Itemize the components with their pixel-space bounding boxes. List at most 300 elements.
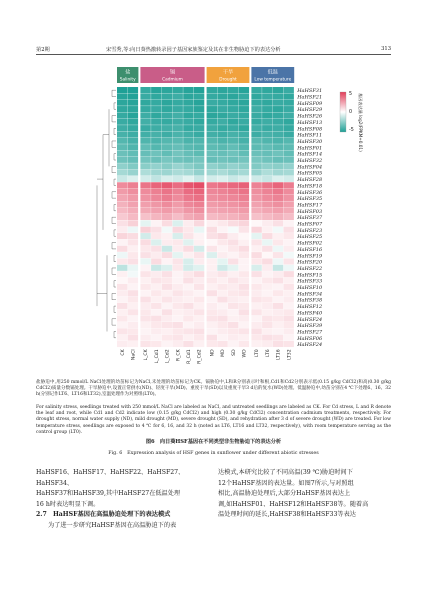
heatmap-cell	[140, 322, 150, 328]
heatmap-cell	[207, 157, 217, 163]
heatmap-cell	[207, 144, 217, 150]
heatmap-cell	[262, 233, 272, 239]
heatmap-cell	[207, 214, 217, 220]
heatmap-cell	[284, 335, 294, 341]
heatmap-cell	[183, 189, 193, 195]
heatmap-cell	[162, 246, 172, 252]
figure-title-english: Fig. 6 Expression analysis of HSF genes in sunflower under different abiotic stresses	[108, 451, 319, 456]
heatmap-cell	[228, 182, 238, 188]
heatmap-cell	[117, 335, 127, 341]
heatmap-cell	[273, 335, 283, 341]
heatmap-cell	[128, 297, 138, 303]
heatmap-cell	[262, 278, 272, 284]
heatmap-cell	[194, 220, 204, 226]
heatmap-cell	[151, 214, 161, 220]
heatmap-cell	[207, 233, 217, 239]
heatmap-cell	[162, 176, 172, 182]
heatmap-cell	[239, 182, 249, 188]
heatmap-cell	[251, 233, 261, 239]
heatmap-cell	[239, 239, 249, 245]
heatmap-cell	[239, 278, 249, 284]
heatmap-cell	[128, 252, 138, 258]
section-heading: 2.7 HaHSF基因在高温胁迫处理下的表达模式	[36, 511, 171, 518]
heatmap-cell	[173, 252, 183, 258]
heatmap-cell	[140, 258, 150, 264]
gene-label: HaHSF28	[297, 177, 323, 184]
heatmap-cell	[262, 316, 272, 322]
heatmap-cell	[251, 163, 261, 169]
heatmap-cell	[173, 303, 183, 309]
heatmap-cell	[284, 265, 294, 271]
heatmap-cell	[162, 106, 172, 112]
column-label: NaCl	[131, 349, 137, 361]
heatmap-cell	[273, 112, 283, 118]
heatmap-cell	[239, 252, 249, 258]
heatmap-cell	[284, 233, 294, 239]
heatmap-cell	[251, 341, 261, 347]
heatmap-cell	[151, 201, 161, 207]
heatmap-cell	[128, 182, 138, 188]
heatmap-cell	[207, 170, 217, 176]
heatmap-cell	[173, 189, 183, 195]
heatmap-cell	[140, 246, 150, 252]
heatmap-cell	[194, 265, 204, 271]
heatmap-cell	[151, 335, 161, 341]
heatmap-cell	[151, 278, 161, 284]
heatmap-cell	[128, 112, 138, 118]
heatmap-cell	[162, 322, 172, 328]
heatmap-cell	[128, 258, 138, 264]
heatmap-cell	[128, 220, 138, 226]
heatmap-cell	[251, 258, 261, 264]
heatmap-cell	[162, 258, 172, 264]
heatmap-cell	[128, 106, 138, 112]
heatmap-cell	[284, 258, 294, 264]
heatmap-cell	[273, 100, 283, 106]
heatmap-cell	[173, 309, 183, 315]
heatmap-cell	[284, 208, 294, 214]
body-line: 为了进一步研究HaHSF基因在高温胁迫下的表	[48, 521, 177, 529]
heatmap-cell	[194, 227, 204, 233]
heatmap-cell	[262, 214, 272, 220]
heatmap-cell	[194, 239, 204, 245]
heatmap-cell	[162, 100, 172, 106]
heatmap-cell	[251, 322, 261, 328]
heatmap-cell	[183, 265, 193, 271]
heatmap-cell	[262, 303, 272, 309]
heatmap-cell	[207, 303, 217, 309]
gene-label: HaHSF04	[297, 164, 323, 171]
heatmap-cell	[183, 278, 193, 284]
heatmap-cell	[128, 227, 138, 233]
heatmap-cell	[194, 106, 204, 112]
gene-label: HaHSF37	[297, 215, 323, 222]
heatmap-cell	[162, 252, 172, 258]
gene-label: HaHSF34	[297, 291, 323, 298]
heatmap-cell	[273, 125, 283, 131]
heatmap-cell	[183, 271, 193, 277]
heatmap-cell	[194, 309, 204, 315]
heatmap-cell	[239, 227, 249, 233]
heatmap-cell	[183, 252, 193, 258]
heatmap-cell	[217, 100, 227, 106]
column-label: L_Cd2	[165, 349, 171, 364]
heatmap-cell	[140, 119, 150, 125]
heatmap-cell	[117, 119, 127, 125]
heatmap-cell	[162, 239, 172, 245]
heatmap-cell	[207, 195, 217, 201]
heatmap-cell	[207, 316, 217, 322]
heatmap-cell	[239, 208, 249, 214]
body-line: HaHSF16、HaHSF17、HaHSF22、HaHSF27、HaHSF34、	[36, 469, 185, 487]
heatmap-cell	[173, 258, 183, 264]
gene-label: HaHSF32	[297, 158, 323, 164]
page-number: 313	[381, 46, 391, 52]
heatmap-cell	[284, 341, 294, 347]
heatmap-cell	[117, 328, 127, 334]
heatmap-cell	[117, 227, 127, 233]
gene-label: HaHSF03	[297, 208, 323, 215]
group-label: 镉	[169, 69, 176, 76]
heatmap-cell	[239, 138, 249, 144]
heatmap-cell	[262, 201, 272, 207]
heatmap-cell	[117, 144, 127, 150]
heatmap-cell	[207, 106, 217, 112]
heatmap-cell	[239, 303, 249, 309]
legend-tick: -5	[349, 128, 354, 133]
heatmap-cell	[173, 220, 183, 226]
heatmap-cell	[128, 239, 138, 245]
gene-label: HaHSF40	[297, 310, 323, 317]
heatmap-cell	[217, 278, 227, 284]
body-line: 16 h时表达明显下调。	[36, 500, 100, 508]
heatmap-cell	[194, 303, 204, 309]
heatmap-cell	[151, 170, 161, 176]
heatmap-cell	[151, 144, 161, 150]
heatmap-cell	[217, 220, 227, 226]
heatmap-cell	[162, 151, 172, 157]
heatmap-cell	[262, 138, 272, 144]
heatmap-cell	[217, 309, 227, 315]
heatmap-cell	[128, 189, 138, 195]
heatmap-cell	[273, 233, 283, 239]
heatmap-cell	[183, 246, 193, 252]
heatmap-cell	[273, 176, 283, 182]
heatmap-cell	[217, 297, 227, 303]
heatmap-cell	[128, 131, 138, 137]
heatmap-cell	[162, 138, 172, 144]
heatmap-cell	[128, 271, 138, 277]
heatmap-cell	[207, 227, 217, 233]
heatmap-cell	[239, 176, 249, 182]
heatmap-cell	[239, 271, 249, 277]
heatmap-cell	[128, 151, 138, 157]
heatmap-cell	[162, 220, 172, 226]
heatmap-cell	[273, 189, 283, 195]
body-line: 达模式,本研究比较了不同高温(39 ℃)胁迫时间下	[218, 469, 353, 476]
heatmap-cell	[217, 106, 227, 112]
gene-label: HaHSF21	[297, 94, 323, 101]
heatmap-cell	[117, 176, 127, 182]
heatmap-cell	[284, 227, 294, 233]
heatmap-cell	[239, 157, 249, 163]
heatmap-cell	[207, 138, 217, 144]
group-label: 盐	[125, 69, 131, 76]
heatmap-cell	[194, 233, 204, 239]
heatmap-cell	[262, 87, 272, 93]
heatmap-cell	[217, 284, 227, 290]
heatmap-cell	[151, 131, 161, 137]
heatmap-cell	[284, 125, 294, 131]
heatmap-cell	[262, 208, 272, 214]
heatmap-cell	[162, 87, 172, 93]
heatmap-cell	[273, 157, 283, 163]
heatmap-cell	[151, 119, 161, 125]
heatmap-cell	[207, 100, 217, 106]
heatmap-cell	[151, 208, 161, 214]
column-label: L_CK	[144, 349, 150, 361]
heatmap-cell	[151, 303, 161, 309]
heatmap-cell	[228, 93, 238, 99]
heatmap-cell	[117, 201, 127, 207]
heatmap-cell	[228, 233, 238, 239]
heatmap-cell	[284, 163, 294, 169]
heatmap-cell	[228, 284, 238, 290]
heatmap-cell	[207, 119, 217, 125]
heatmap-cell	[117, 303, 127, 309]
heatmap-cell	[151, 309, 161, 315]
heatmap-cell	[173, 328, 183, 334]
heatmap-cell	[217, 265, 227, 271]
heatmap-cell	[173, 151, 183, 157]
heatmap-cell	[151, 322, 161, 328]
heatmap-cell	[228, 258, 238, 264]
heatmap-cell	[162, 233, 172, 239]
heatmap-cell	[207, 278, 217, 284]
heatmap-cell	[162, 290, 172, 296]
heatmap-cell	[140, 328, 150, 334]
gene-label: HaHSF05	[297, 170, 323, 177]
heatmap-cell	[262, 93, 272, 99]
heatmap-cell	[194, 335, 204, 341]
heatmap-cell	[183, 316, 193, 322]
heatmap-cell	[207, 151, 217, 157]
heatmap-cell	[207, 284, 217, 290]
heatmap-cell	[117, 214, 127, 220]
heatmap-cell	[284, 271, 294, 277]
heatmap-cell	[228, 290, 238, 296]
heatmap-cell	[117, 151, 127, 157]
heatmap-cell	[251, 170, 261, 176]
heatmap-cell	[140, 284, 150, 290]
heatmap-cell	[151, 163, 161, 169]
heatmap-cell	[173, 87, 183, 93]
heatmap-cell	[262, 246, 272, 252]
gene-label: HaHSF11	[297, 132, 323, 139]
heatmap-cell	[228, 176, 238, 182]
gene-label: HaHSF27	[297, 329, 323, 336]
heatmap-cell	[239, 309, 249, 315]
heatmap-cell	[251, 220, 261, 226]
heatmap-cell	[162, 119, 172, 125]
heatmap-cell	[151, 265, 161, 271]
heatmap-cell	[284, 138, 294, 144]
heatmap-cell	[128, 322, 138, 328]
heatmap-cell	[117, 87, 127, 93]
heatmap-cell	[140, 151, 150, 157]
heatmap-cell	[173, 246, 183, 252]
legend-tick: 5	[349, 92, 353, 97]
heatmap-cell	[151, 176, 161, 182]
heatmap-cell	[128, 208, 138, 214]
heatmap-cell	[239, 100, 249, 106]
heatmap-cell	[228, 189, 238, 195]
heatmap-cell	[273, 119, 283, 125]
heatmap-cell	[251, 252, 261, 258]
heatmap-cell	[207, 112, 217, 118]
heatmap-cell	[251, 284, 261, 290]
heatmap-cell	[284, 201, 294, 207]
heatmap-cell	[194, 176, 204, 182]
heatmap-cell	[262, 239, 272, 245]
heatmap-cell	[183, 93, 193, 99]
heatmap-cell	[207, 265, 217, 271]
heatmap-cell	[151, 341, 161, 347]
heatmap-cell	[128, 303, 138, 309]
heatmap-cell	[217, 87, 227, 93]
heatmap-cell	[284, 112, 294, 118]
heatmap-cell	[251, 208, 261, 214]
heatmap-cell	[217, 138, 227, 144]
heatmap-cell	[162, 271, 172, 277]
heatmap-cell	[284, 220, 294, 226]
heatmap-cell	[117, 309, 127, 315]
heatmap-cell	[128, 328, 138, 334]
heatmap-cell	[207, 309, 217, 315]
heatmap-cell	[162, 341, 172, 347]
heatmap-cell	[262, 322, 272, 328]
heatmap-cell	[228, 239, 238, 245]
group-label: 低温	[267, 69, 278, 76]
heatmap-cell	[151, 233, 161, 239]
heatmap-cell	[262, 170, 272, 176]
heatmap-cell	[117, 189, 127, 195]
heatmap-cell	[284, 170, 294, 176]
heatmap-cell	[273, 87, 283, 93]
heatmap-cell	[207, 125, 217, 131]
heatmap-cell	[284, 100, 294, 106]
heatmap-cell	[228, 138, 238, 144]
heatmap-cell	[173, 335, 183, 341]
heatmap-cell	[262, 258, 272, 264]
heatmap-cell	[217, 341, 227, 347]
heatmap-cell	[273, 297, 283, 303]
heatmap-cell	[284, 239, 294, 245]
heatmap-cell	[173, 170, 183, 176]
heatmap-cell	[140, 341, 150, 347]
heatmap-cell	[273, 265, 283, 271]
heatmap-cell	[162, 297, 172, 303]
heatmap-cell	[262, 182, 272, 188]
heatmap-cell	[151, 93, 161, 99]
heatmap-cell	[183, 163, 193, 169]
heatmap-cell	[140, 233, 150, 239]
heatmap-cell	[284, 278, 294, 284]
heatmap-cell	[273, 290, 283, 296]
heatmap-cell	[140, 138, 150, 144]
heatmap-cell	[239, 144, 249, 150]
heatmap-cell	[173, 131, 183, 137]
heatmap-cell	[151, 239, 161, 245]
heatmap-cell	[183, 176, 193, 182]
heatmap-cell	[262, 284, 272, 290]
heatmap-cell	[207, 271, 217, 277]
heatmap-cell	[239, 163, 249, 169]
heatmap-cell	[194, 328, 204, 334]
heatmap-cell	[140, 214, 150, 220]
heatmap-cell	[140, 208, 150, 214]
heatmap-cell	[162, 208, 172, 214]
column-label: SD	[231, 349, 237, 356]
heatmap-cell	[117, 246, 127, 252]
heatmap-cell	[217, 163, 227, 169]
issue-label: 第2期	[36, 47, 50, 53]
group-label-en: Low temperature	[254, 77, 292, 83]
heatmap-cell	[173, 316, 183, 322]
heatmap-cell	[128, 119, 138, 125]
heatmap-cell	[162, 189, 172, 195]
heatmap-cell	[183, 87, 193, 93]
heatmap-cell	[251, 106, 261, 112]
heatmap-cell	[117, 297, 127, 303]
heatmap-cell	[117, 271, 127, 277]
heatmap-cell	[207, 176, 217, 182]
caption-chinese: 盐胁迫中,用250 mmol/L NaCl处理的幼苗标记为NaCl,未处理的幼苗标记为CK。镉胁迫中,L和R分别表示叶和根,Cd1和Cd2分别表示低(0.15 g/kg CdCl2)和高(0.30 g/kg CdCl2)质量分数镉处理。干旱胁迫中,设置正常供水(ND)、轻度干旱(MD)、重度干旱(SD)以及重度干旱3 d后的复水(WD)处理。低温胁迫中,幼苗分别在4 ℃下处理6、16、32 h(分别记作LT6、LT16和LT32),室温处理作为对照组(LT0)。	[36, 380, 391, 398]
heatmap-cell	[251, 239, 261, 245]
heatmap-cell	[194, 144, 204, 150]
heatmap-cell	[284, 297, 294, 303]
heatmap-cell	[262, 176, 272, 182]
heatmap-cell	[262, 106, 272, 112]
running-title: 宋雪秀,等:向日葵热激转录因子基因家族鉴定及其在非生物胁迫下的表达分析	[106, 47, 281, 53]
heatmap-cell	[151, 100, 161, 106]
heatmap-cell	[194, 316, 204, 322]
heatmap-cell	[194, 170, 204, 176]
heatmap-cell	[273, 239, 283, 245]
heatmap-cell	[140, 112, 150, 118]
heatmap-cell	[228, 157, 238, 163]
heatmap-cell	[173, 125, 183, 131]
heatmap-cell	[117, 106, 127, 112]
heatmap-cell	[128, 100, 138, 106]
heatmap-cell	[194, 258, 204, 264]
group-label: 干旱	[222, 69, 234, 76]
heatmap-cell	[162, 316, 172, 322]
heatmap-cell	[228, 297, 238, 303]
heatmap-cell	[262, 309, 272, 315]
heatmap-cell	[284, 131, 294, 137]
heatmap-cell	[151, 157, 161, 163]
heatmap-cell	[183, 290, 193, 296]
heatmap-cell	[140, 309, 150, 315]
heatmap-cell	[273, 252, 283, 258]
heatmap-cell	[284, 106, 294, 112]
heatmap-cell	[273, 328, 283, 334]
heatmap-cell	[239, 106, 249, 112]
heatmap-cell	[251, 316, 261, 322]
heatmap-cell	[273, 151, 283, 157]
heatmap-cell	[228, 208, 238, 214]
